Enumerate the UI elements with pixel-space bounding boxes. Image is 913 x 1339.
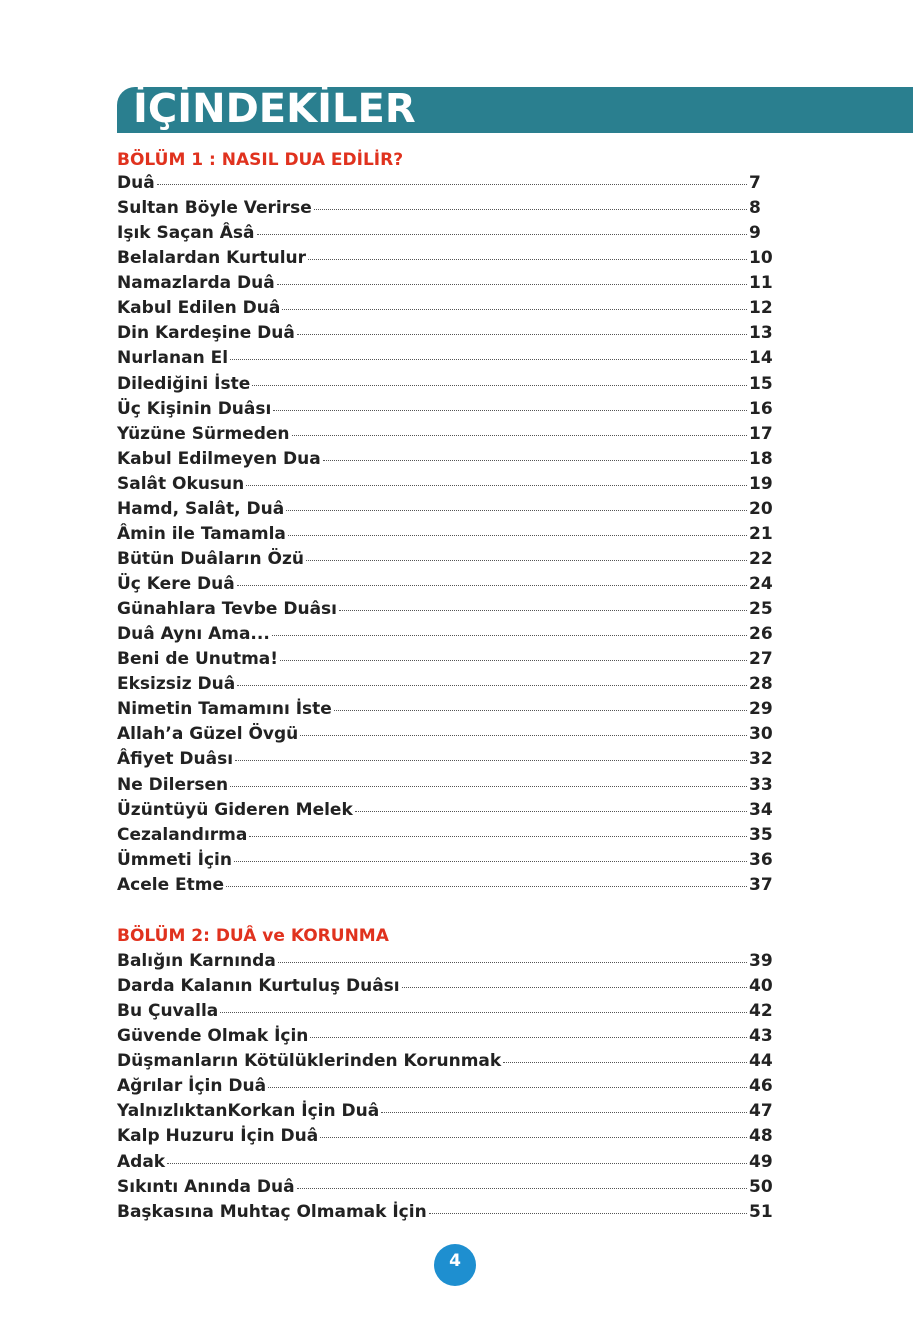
toc-entry-page: 42 (749, 1001, 773, 1022)
dot-leader (246, 485, 747, 486)
toc-entry (117, 1202, 773, 1227)
toc-entry-title: Güvende Olmak İçin (117, 1026, 309, 1047)
toc-entry-title: Cezalandırma (117, 824, 248, 845)
dot-leader (282, 309, 747, 310)
dot-leader (288, 535, 747, 536)
toc-entry-title: Düşmanların Kötülüklerinden Korunmak (117, 1051, 502, 1072)
toc-entry-page: 20 (749, 498, 773, 519)
section-heading-1: BÖLÜM 1 : NASIL DUA EDİLİR? (117, 150, 404, 170)
toc-entry-title: Âmin ile Tamamla (117, 523, 286, 544)
toc-entry-title: Allah’a Güzel Övgü (117, 724, 299, 745)
dot-leader (277, 284, 747, 285)
toc-entry-page: 40 (749, 976, 773, 997)
dot-leader (272, 635, 747, 636)
page-title: İÇİNDEKİLER (133, 86, 416, 132)
toc-entry (117, 173, 773, 198)
toc-entry-title: Adak (117, 1151, 166, 1172)
toc-entry (117, 674, 773, 699)
toc-entry-page: 47 (749, 1101, 773, 1122)
toc-entry (117, 223, 773, 248)
toc-entry-title: Üç Kişinin Duâsı (117, 398, 272, 419)
toc-entry (117, 499, 773, 524)
toc-entry-page: 50 (749, 1176, 773, 1197)
page-number: 4 (449, 1251, 461, 1271)
dot-leader (220, 1012, 747, 1013)
toc-entry-page: 32 (749, 749, 773, 770)
toc-entry-page: 51 (749, 1201, 773, 1222)
toc-entry-title: Bu Çuvalla (117, 1001, 219, 1022)
dot-leader (280, 660, 747, 661)
toc-entry-page: 29 (749, 699, 773, 720)
dot-leader (235, 760, 747, 761)
toc-entry (117, 323, 773, 348)
toc-entry-title: Sultan Böyle Verirse (117, 198, 312, 219)
toc-entry-title: Duâ Aynı Ama... (117, 624, 270, 645)
header-banner (117, 87, 913, 133)
toc-entry-page: 9 (749, 223, 761, 244)
toc-entry-title: Nurlanan El (117, 348, 229, 369)
toc-entry (117, 273, 773, 298)
toc-entry-page: 13 (749, 323, 773, 344)
dot-leader (252, 385, 747, 386)
toc-entry (117, 649, 773, 674)
toc-entry-title: YalnızlıktanKorkan İçin Duâ (117, 1101, 380, 1122)
dot-leader (429, 1213, 747, 1214)
toc-entry (117, 248, 773, 273)
toc-entry-page: 24 (749, 574, 773, 594)
dot-leader (339, 610, 747, 611)
toc-entry-page: 21 (749, 523, 773, 544)
toc-entry (117, 599, 773, 624)
dot-leader (237, 585, 747, 586)
toc-entry-page: 11 (749, 273, 773, 294)
dot-leader (237, 685, 747, 686)
toc-list-section-2 (117, 951, 773, 1227)
toc-entry (117, 951, 773, 976)
toc-entry-page: 43 (749, 1026, 773, 1047)
toc-entry-title: Ümmeti İçin (117, 849, 232, 870)
toc-entry (117, 775, 773, 800)
toc-entry-page: 27 (749, 649, 773, 670)
toc-entry (117, 850, 773, 875)
toc-entry-title: Işık Saçan Âsâ (117, 223, 255, 244)
toc-entry-page: 49 (749, 1151, 773, 1172)
toc-entry-title: Acele Etme (117, 874, 225, 895)
toc-entry (117, 624, 773, 649)
toc-entry-page: 15 (749, 373, 773, 394)
dot-leader (234, 861, 747, 862)
toc-entry-title: Balığın Karnında (117, 951, 276, 971)
toc-entry (117, 399, 773, 424)
toc-entry (117, 348, 773, 373)
toc-entry (117, 1126, 773, 1151)
toc-entry (117, 1152, 773, 1177)
toc-entry-title: Belalardan Kurtulur (117, 248, 307, 269)
dot-leader (381, 1112, 747, 1113)
dot-leader (320, 1137, 747, 1138)
toc-entry-page: 36 (749, 849, 773, 870)
dot-leader (157, 184, 747, 185)
toc-entry-title: Ne Dilersen (117, 774, 229, 795)
toc-entry (117, 198, 773, 223)
toc-entry-title: Kalp Huzuru İçin Duâ (117, 1126, 319, 1147)
toc-entry-page: 25 (749, 599, 773, 620)
toc-entry-page: 48 (749, 1126, 773, 1147)
toc-entry-page: 10 (749, 248, 773, 269)
dot-leader (257, 234, 747, 235)
toc-entry-page: 44 (749, 1051, 773, 1072)
dot-leader (230, 359, 747, 360)
toc-entry (117, 1101, 773, 1126)
toc-entry (117, 825, 773, 850)
toc-entry (117, 724, 773, 749)
toc-entry (117, 374, 773, 399)
dot-leader (402, 987, 747, 988)
toc-entry-title: Din Kardeşine Duâ (117, 323, 295, 344)
toc-entry-title: Beni de Unutma! (117, 649, 279, 670)
toc-entry-page: 26 (749, 624, 773, 645)
dot-leader (286, 510, 747, 511)
toc-entry-page: 8 (749, 198, 761, 219)
page-number-badge (434, 1244, 476, 1286)
toc-entry-page: 46 (749, 1076, 773, 1097)
toc-entry-title: Günahlara Tevbe Duâsı (117, 599, 338, 620)
toc-entry-page: 7 (749, 173, 761, 193)
dot-leader (308, 259, 747, 260)
dot-leader (297, 1188, 747, 1189)
toc-entry (117, 749, 773, 774)
toc-entry-page: 16 (749, 398, 773, 419)
toc-entry (117, 1076, 773, 1101)
toc-entry-page: 33 (749, 774, 773, 795)
toc-entry-page: 14 (749, 348, 773, 369)
toc-entry-page: 19 (749, 473, 773, 494)
toc-entry-page: 37 (749, 874, 773, 895)
toc-entry-page: 30 (749, 724, 773, 745)
toc-entry-title: Kabul Edilen Duâ (117, 298, 281, 319)
toc-entry-page: 34 (749, 799, 773, 820)
dot-leader (323, 460, 747, 461)
toc-entry (117, 800, 773, 825)
dot-leader (249, 836, 747, 837)
toc-entry-page: 12 (749, 298, 773, 319)
dot-leader (355, 811, 747, 812)
toc-entry (117, 1177, 773, 1202)
toc-entry (117, 699, 773, 724)
dot-leader (503, 1062, 747, 1063)
dot-leader (278, 962, 747, 963)
toc-entry-page: 22 (749, 548, 773, 569)
toc-entry-page: 18 (749, 448, 773, 469)
toc-entry-title: Başkasına Muhtaç Olmamak İçin (117, 1201, 427, 1222)
toc-entry-page: 39 (749, 951, 773, 971)
toc-entry-title: Âfiyet Duâsı (117, 749, 234, 770)
section-heading-2: BÖLÜM 2: DUÂ ve KORUNMA (117, 926, 389, 946)
toc-entry (117, 524, 773, 549)
dot-leader (292, 435, 748, 436)
dot-leader (314, 209, 747, 210)
toc-entry-title: Hamd, Salât, Duâ (117, 498, 285, 519)
dot-leader (306, 560, 747, 561)
toc-entry-title: Salât Okusun (117, 473, 245, 494)
toc-entry (117, 875, 773, 900)
toc-entry-title: Üzüntüyü Gideren Melek (117, 799, 353, 820)
toc-entry-title: Namazlarda Duâ (117, 273, 275, 294)
toc-entry-title: Bütün Duâların Özü (117, 548, 304, 569)
toc-entry-title: Darda Kalanın Kurtuluş Duâsı (117, 976, 400, 997)
toc-entry-title: Nimetin Tamamını İste (117, 699, 332, 720)
toc-entry (117, 298, 773, 323)
dot-leader (273, 410, 747, 411)
toc-entry-title: Dilediğini İste (117, 373, 251, 394)
dot-leader (268, 1087, 747, 1088)
toc-entry-page: 17 (749, 423, 773, 444)
dot-leader (226, 886, 747, 887)
toc-entry (117, 1001, 773, 1026)
toc-entry-title: Üç Kere Duâ (117, 574, 235, 594)
dot-leader (310, 1037, 747, 1038)
toc-entry (117, 976, 773, 1001)
dot-leader (297, 334, 747, 335)
dot-leader (334, 710, 747, 711)
toc-entry-page: 35 (749, 824, 773, 845)
toc-entry (117, 1026, 773, 1051)
toc-entry-title: Sıkıntı Anında Duâ (117, 1176, 295, 1197)
toc-entry-title: Ağrılar İçin Duâ (117, 1076, 267, 1097)
toc-entry (117, 424, 773, 449)
toc-entry-title: Eksizsiz Duâ (117, 674, 236, 695)
dot-leader (167, 1163, 747, 1164)
toc-entry (117, 1051, 773, 1076)
dot-leader (230, 786, 747, 787)
toc-entry (117, 574, 773, 599)
dot-leader (300, 735, 747, 736)
toc-entry (117, 449, 773, 474)
toc-entry (117, 474, 773, 499)
toc-entry-title: Yüzüne Sürmeden (117, 423, 290, 444)
toc-entry-title: Kabul Edilmeyen Dua (117, 448, 321, 469)
toc-list-section-1 (117, 173, 773, 900)
toc-entry-page: 28 (749, 674, 773, 695)
toc-entry (117, 549, 773, 574)
toc-entry-title: Duâ (117, 173, 155, 193)
